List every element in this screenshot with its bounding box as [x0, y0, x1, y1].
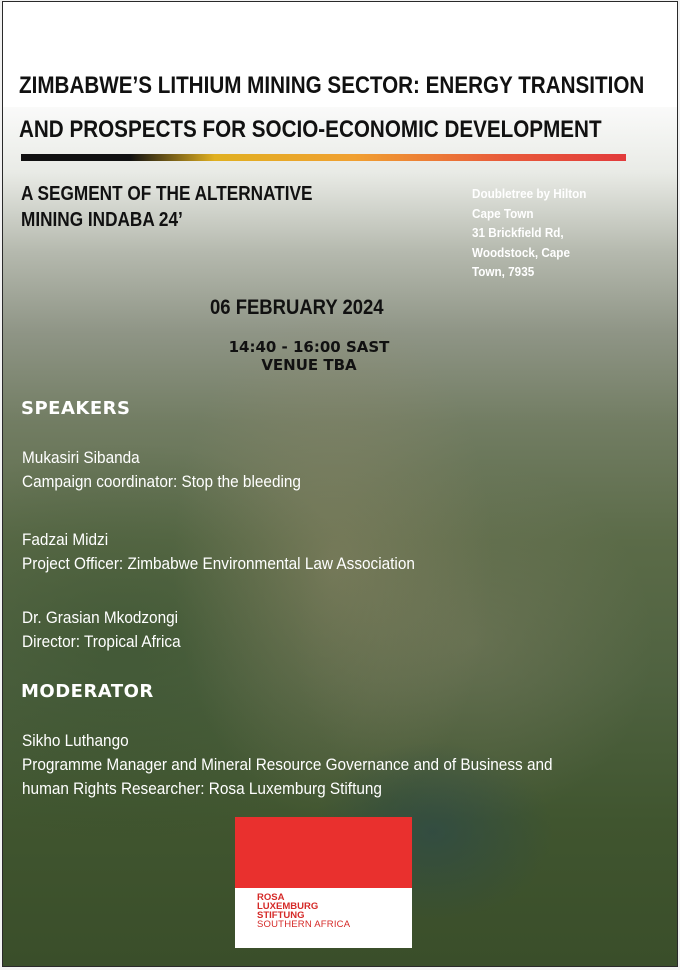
event-time-venue: [3, 338, 615, 374]
logo-line-2: LUXEMBURG: [257, 901, 319, 912]
address-line: 31 Brickfield Rd,: [472, 225, 564, 240]
address-line: Doubletree by Hilton: [472, 186, 587, 201]
logo-red-block: [235, 817, 412, 888]
speaker-name: Fadzai Midzi: [22, 531, 109, 549]
moderator-role-line-1: Programme Manager and Mineral Resource Governance and of Business and: [22, 756, 553, 774]
speaker-role: Project Officer: Zimbabwe Environmental Law Association: [22, 555, 415, 573]
speaker-entry: [22, 606, 181, 654]
address-line: Woodstock, Cape: [472, 244, 570, 260]
logo-line-1: ROSA: [257, 892, 285, 903]
title-underline-bar: [21, 154, 626, 161]
event-poster: [2, 1, 678, 967]
speaker-role: Director: Tropical Africa: [22, 633, 181, 651]
speaker-entry: [22, 528, 415, 576]
event-venue: VENUE TBA: [261, 356, 357, 374]
speaker-role: Campaign coordinator: Stop the bleeding: [22, 473, 301, 491]
moderator-role-line-2: human Rights Researcher: Rosa Luxemburg Stiftung: [22, 780, 382, 798]
speaker-name: Dr. Grasian Mkodzongi: [22, 609, 179, 627]
moderator-entry: [22, 729, 636, 801]
moderator-name: Sikho Luthango: [22, 732, 129, 750]
venue-address: [472, 184, 586, 282]
event-date: 06 FEBRUARY 2024: [210, 296, 384, 319]
title-line-2: AND PROSPECTS FOR SOCIO-ECONOMIC DEVELOPMENT: [19, 116, 602, 143]
rosa-luxemburg-logo: [235, 817, 412, 948]
address-line: Town, 7935: [472, 264, 535, 279]
logo-line-3: STIFTUNG: [257, 910, 305, 921]
title-line-1: ZIMBABWE’S LITHIUM MINING SECTOR: ENERGY TRANSITION: [19, 72, 645, 99]
segment-subtitle: [21, 181, 312, 233]
logo-wordmark: [257, 893, 350, 929]
speaker-name: Mukasiri Sibanda: [22, 449, 140, 467]
address-line: Cape Town: [472, 205, 534, 221]
event-time: 14:40 - 16:00 SAST: [228, 338, 390, 356]
poster-title: [19, 64, 645, 152]
moderator-heading: MODERATOR: [21, 681, 154, 702]
speakers-heading: SPEAKERS: [21, 398, 131, 419]
segment-line-2: MINING INDABA 24’: [21, 209, 183, 231]
logo-line-4: SOUTHERN AFRICA: [257, 919, 351, 930]
speaker-entry: [22, 446, 301, 494]
segment-line-1: A SEGMENT OF THE ALTERNATIVE: [21, 183, 313, 205]
